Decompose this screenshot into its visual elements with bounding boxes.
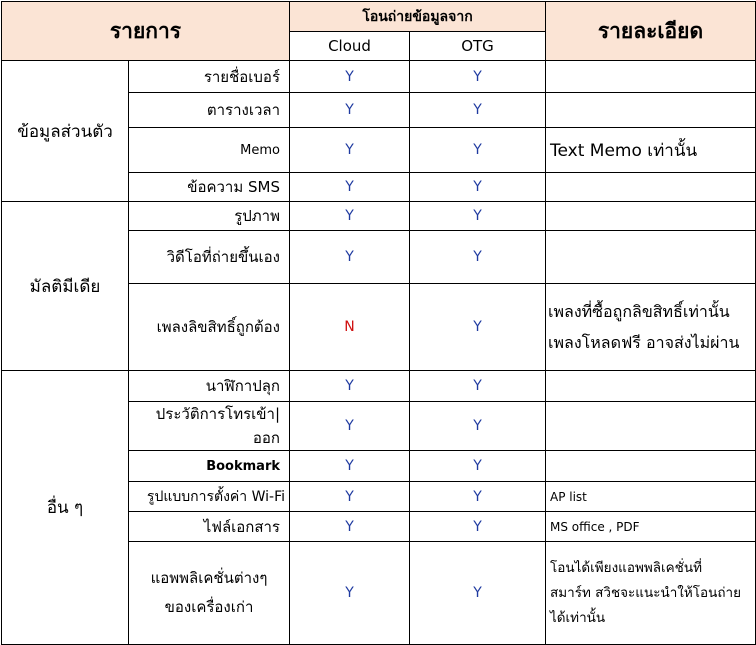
otg-cell: Y	[410, 512, 546, 542]
cloud-cell: Y	[290, 482, 410, 512]
otg-cell: Y	[410, 451, 546, 482]
table-row	[2, 202, 756, 231]
otg-cell: Y	[410, 173, 546, 202]
item-cell: Bookmark	[129, 451, 290, 482]
item-cell: วิดีโอที่ถ่ายขึ้นเอง	[129, 231, 290, 284]
cloud-cell: Y	[290, 512, 410, 542]
detail-cell	[546, 402, 756, 451]
cloud-cell: N	[290, 284, 410, 371]
item-cell: รูปแบบการตั้งค่า Wi-Fi	[129, 482, 290, 512]
item-cell: รายชื่อเบอร์	[129, 61, 290, 93]
item-cell: เพลงลิขสิทธิ์ถูกต้อง	[129, 284, 290, 371]
item-cell: ตารางเวลา	[129, 93, 290, 128]
group-label-multimedia: มัลติมีเดีย	[2, 202, 129, 371]
cloud-cell: Y	[290, 371, 410, 402]
cloud-column-header: Cloud	[290, 32, 410, 61]
detail-line: สมาร์ท สวิชจะแนะนำให้โอนถ่าย	[550, 584, 742, 601]
otg-cell: Y	[410, 482, 546, 512]
group-label-others: อื่น ๆ	[2, 371, 129, 645]
otg-cell: Y	[410, 542, 546, 645]
detail-cell: AP list	[546, 482, 756, 512]
detail-line: เพลงที่ซื้อถูกลิขสิทธิ์เท่านั้น	[548, 302, 730, 321]
table-row	[2, 371, 756, 402]
cloud-cell: Y	[290, 402, 410, 451]
table-row	[2, 61, 756, 93]
detail-line: เพลงโหลดฟรี อาจส่งไม่ผ่าน	[548, 333, 740, 352]
item-line: ของเครื่องเก่า	[164, 598, 254, 616]
detail-line: โอนได้เพียงแอพพลิเคชั่นที่	[550, 559, 702, 576]
item-cell: รูปภาพ	[129, 202, 290, 231]
cloud-cell: Y	[290, 231, 410, 284]
group-label-personal: ข้อมูลส่วนตัว	[2, 61, 129, 202]
cloud-cell: Y	[290, 542, 410, 645]
otg-cell: Y	[410, 371, 546, 402]
cloud-cell: Y	[290, 61, 410, 93]
items-header: รายการ	[2, 2, 290, 61]
data-transfer-table	[1, 1, 756, 645]
detail-cell	[546, 451, 756, 482]
otg-cell: Y	[410, 231, 546, 284]
details-header: รายละเอียด	[546, 2, 756, 61]
otg-cell: Y	[410, 128, 546, 173]
detail-cell	[546, 93, 756, 128]
otg-cell: Y	[410, 284, 546, 371]
detail-line: ได้เท่านั้น	[550, 609, 606, 626]
cloud-cell: Y	[290, 173, 410, 202]
detail-cell	[546, 61, 756, 93]
detail-cell	[546, 202, 756, 231]
otg-cell: Y	[410, 93, 546, 128]
otg-cell: Y	[410, 202, 546, 231]
cloud-cell: Y	[290, 93, 410, 128]
item-cell: ข้อความ SMS	[129, 173, 290, 202]
detail-cell	[546, 231, 756, 284]
item-cell: นาฬิกาปลุก	[129, 371, 290, 402]
cloud-cell: Y	[290, 128, 410, 173]
transfer-source-header: โอนถ่ายข้อมูลจาก	[290, 2, 546, 32]
otg-cell: Y	[410, 402, 546, 451]
item-cell: ประวัติการโทรเข้า|ออก	[129, 402, 290, 451]
detail-cell	[546, 371, 756, 402]
item-line: แอพพลิเคชั่นต่างๆ	[150, 569, 268, 587]
detail-cell	[546, 542, 756, 645]
item-cell: ไฟล์เอกสาร	[129, 512, 290, 542]
detail-cell	[546, 173, 756, 202]
cloud-cell: Y	[290, 202, 410, 231]
cloud-cell: Y	[290, 451, 410, 482]
item-cell: Memo	[129, 128, 290, 173]
item-cell	[129, 542, 290, 645]
detail-cell: MS office , PDF	[546, 512, 756, 542]
otg-cell: Y	[410, 61, 546, 93]
otg-column-header: OTG	[410, 32, 546, 61]
detail-cell: Text Memo เท่านั้น	[546, 128, 756, 173]
detail-cell	[546, 284, 756, 371]
